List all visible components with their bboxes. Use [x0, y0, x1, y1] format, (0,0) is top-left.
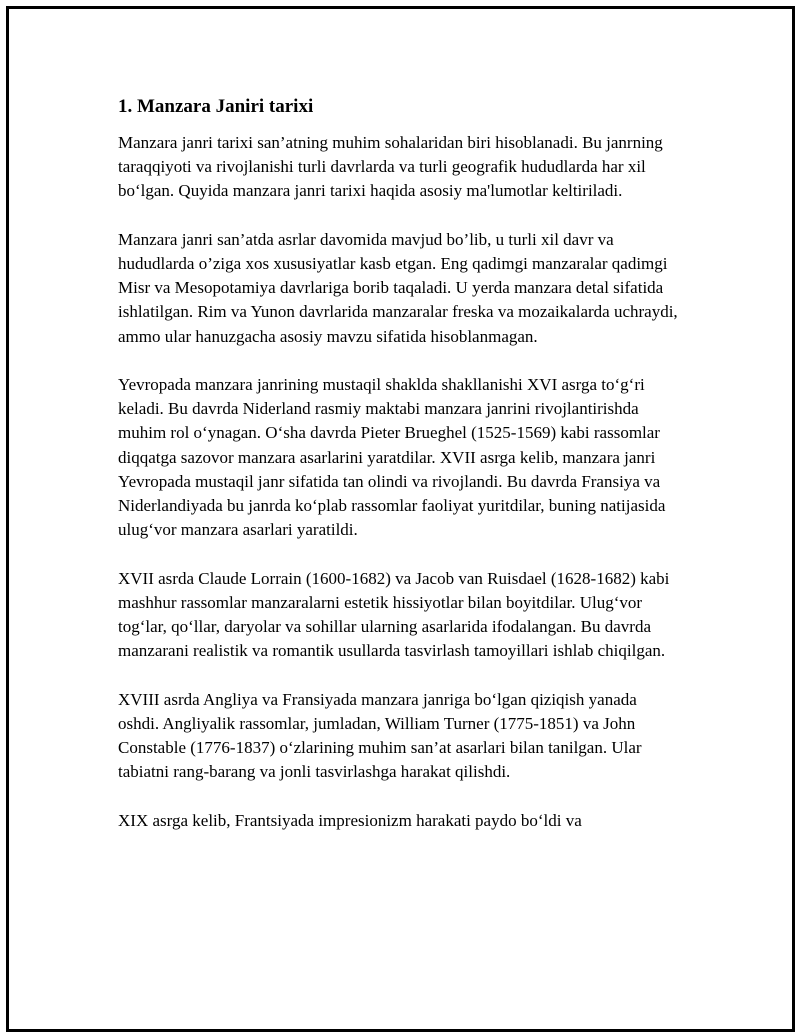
paragraph-18th-century: XVIII asrda Angliya va Fransiyada manzara janriga bo‘lgan qiziqish yanada oshdi. Angliyalik rassomlar, jumladan, William Turner (1775-1851) va John Constable (1776-1837) o‘zlarining muhim san’at asarlari bilan tanilgan. Ular tabiatni rang-barang va jonli tasvirlashga harakat qilishdi.	[118, 689, 642, 782]
document-title: 1. Manzara Janiri tarixi	[118, 96, 314, 117]
paragraph-europe-16th: Yevropada manzara janrining mustaqil shaklda shakllanishi XVI asrga to‘g‘ri keladi. Bu davrda Niderland rasmiy maktabi manzara janrini rivojlantirishda muhim rol o‘ynagan. O‘sha davrda Pieter Brueghel (1525-1569) kabi rassomlar diqqatga sazovor manzara asarlarini yaratdilar. XVII asrga kelib, manzara janri Yevropada mustaqil janr sifatida tan olindi va rivojlandi. Bu davrda Fransiya va Niderlandiyada bu janrda ko‘plab rassomlar faoliyat yuritdilar, buning natijasida ulug‘vor manzara asarlari yaratildi.	[118, 375, 666, 540]
paragraph-17th-century: XVII asrda Claude Lorrain (1600-1682) va Jacob van Ruisdael (1628-1682) kabi mashhur rassomlar manzaralarni estetik hissiyotlar bilan boyitdilar. Ulug‘vor tog‘lar, qo‘llar, daryolar va sohillar ularning asarlarida ifodalangan. Bu davrda manzarani realistik va romantik usullarda tasvirlash tamoyillari ishlab chiqilgan.	[118, 568, 670, 661]
paragraph-19th-century: XIX asrga kelib, Frantsiyada impresionizm harakati paydo bo‘ldi va	[118, 810, 582, 830]
paragraph-intro: Manzara janri tarixi san’atning muhim sohalaridan biri hisoblanadi. Bu janrning taraqqiyoti va rivojlanishi turli davrlarda va turli geografik hududlarda har xil bo‘lgan. Quyida manzara janri tarixi haqida asosiy ma'lumotlar keltiriladi.	[118, 133, 663, 201]
paragraph-ancient: Manzara janri san’atda asrlar davomida mavjud bo’lib, u turli xil davr va hududlarda o’ziga xos xususiyatlar kasb etgan. Eng qadimgi manzaralar qadimgi Misr va Mesopotamiya davrlariga borib taqaladi. U yerda manzara detal sifatida ishlatilgan. Rim va Yunon davrlarida manzaralar freska va mozaikalarda uchraydi, ammo ular hanuzgacha asosiy mavzu sifatida hisoblanmagan.	[118, 229, 678, 346]
document-body	[118, 95, 678, 857]
